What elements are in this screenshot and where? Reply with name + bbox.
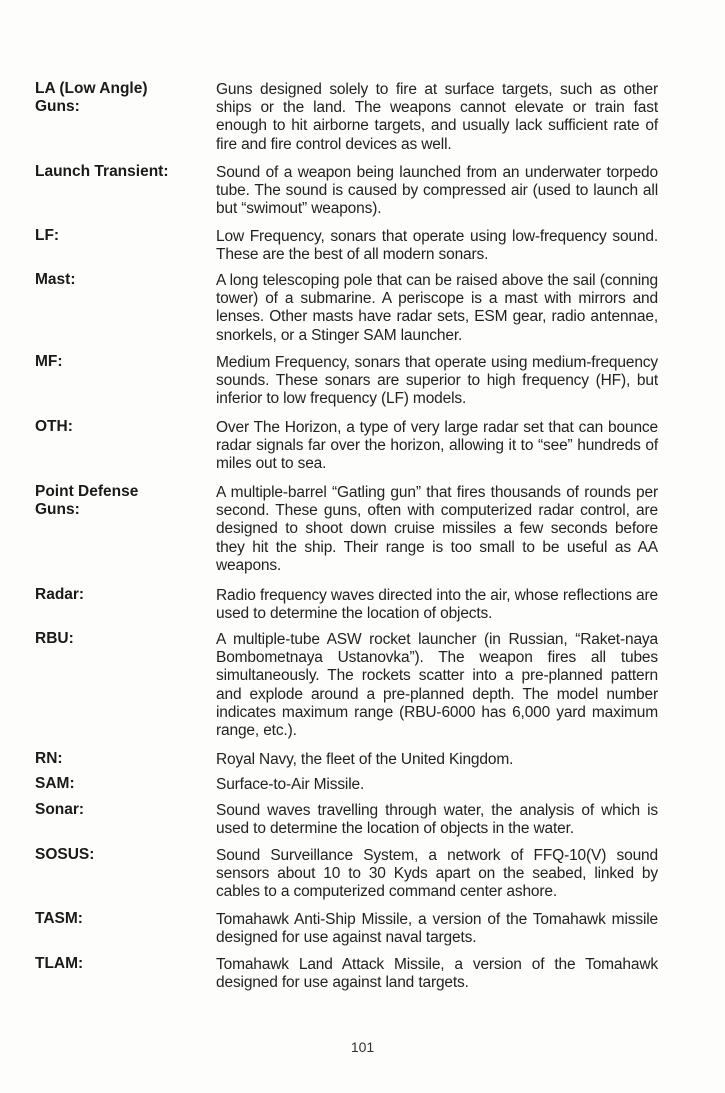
glossary-definition: Tomahawk Land Attack Missile, a version of the Tomahawk designed for use against land targets. xyxy=(216,956,658,992)
glossary-term: RN: xyxy=(35,750,63,767)
glossary-definition: A long telescoping pole that can be raised above the sail (conning tower) of a submarine. A periscope is a mast with mirrors and lenses. Other masts have radar sets, ESM gear, radio antennae, snorkels, or a Stinger SAM launcher. xyxy=(216,272,658,344)
glossary-term: OTH: xyxy=(35,418,73,435)
glossary-definition: Sound waves travelling through water, the analysis of which is used to determine the location of objects in the water. xyxy=(216,802,658,838)
glossary-term: RBU: xyxy=(35,630,74,647)
glossary-term: SAM: xyxy=(35,775,75,792)
glossary-term: Sonar: xyxy=(35,801,85,818)
glossary-definition: Sound Surveillance System, a network of FFQ-10(V) sound sensors about 10 to 30 Kyds apart on the seabed, linked by cables to a computerized command center ashore. xyxy=(216,847,658,901)
glossary-term: LF: xyxy=(35,227,60,244)
glossary-definition: A multiple-tube ASW rocket launcher (in Russian, “Raket-naya Bombometnaya Ustanovka”). The weapon fires all tubes simultaneously. The rockets scatter into a pre-planned pattern and explode around a pre-planned depth. The model number indicates maximum range (RBU-6000 has 6,000 yard maximum range, etc.). xyxy=(216,631,658,740)
glossary-definition: Tomahawk Anti-Ship Missile, a version of the Tomahawk missile designed for use against naval targets. xyxy=(216,911,658,947)
glossary-term: Launch Transient: xyxy=(35,163,169,180)
glossary-term: Point Defense Guns: xyxy=(35,483,139,518)
glossary-term: Mast: xyxy=(35,271,76,288)
glossary-definition: Radio frequency waves directed into the air, whose reflections are used to determine the location of objects. xyxy=(216,587,658,623)
glossary-definition: Medium Frequency, sonars that operate using medium-frequency sounds. These sonars are superior to high frequency (HF), but inferior to low frequency (LF) models. xyxy=(216,354,658,408)
glossary-definition: A multiple-barrel “Gatling gun” that fires thousands of rounds per second. These guns, often with computerized radar control, are designed to shoot down cruise missiles a few seconds before they hit the ship. Their range is too small to be useful as AA weapons. xyxy=(216,484,658,574)
glossary-term: Radar: xyxy=(35,586,85,603)
glossary-definition: Low Frequency, sonars that operate using low-frequency sound. These are the best of all modern sonars. xyxy=(216,228,658,264)
glossary-definition: Guns designed solely to fire at surface targets, such as other ships or the land. The weapons cannot elevate or train fast enough to hit airborne targets, and usually lack sufficient rate of fire and fire control devices as well. xyxy=(216,81,658,153)
glossary-term: TLAM: xyxy=(35,955,84,972)
glossary-term: SOSUS: xyxy=(35,846,95,863)
glossary-term: MF: xyxy=(35,353,63,370)
glossary-definition: Over The Horizon, a type of very large radar set that can bounce radar signals far over the horizon, allowing it to “see” hundreds of miles out to sea. xyxy=(216,419,658,473)
page-number: 101 xyxy=(350,1039,375,1055)
glossary-term: TASM: xyxy=(35,910,83,927)
glossary-definition: Surface-to-Air Missile. xyxy=(216,776,365,793)
glossary-term: LA (Low Angle) Guns: xyxy=(35,80,148,115)
glossary-definition: Sound of a weapon being launched from an underwater torpedo tube. The sound is caused by compressed air (used to launch all but “swimout” weapons). xyxy=(216,164,658,218)
glossary-definition: Royal Navy, the fleet of the United Kingdom. xyxy=(216,751,514,768)
